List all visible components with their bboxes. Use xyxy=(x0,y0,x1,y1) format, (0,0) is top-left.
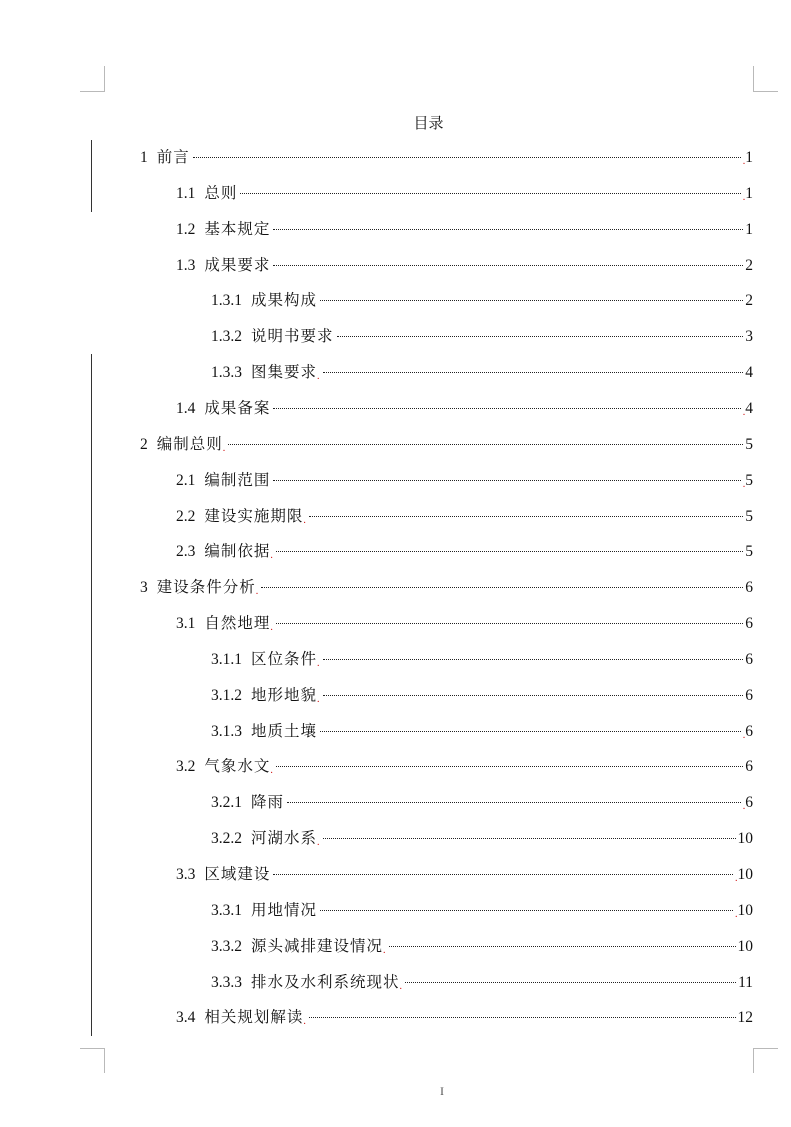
toc-entry-page: 10 xyxy=(737,866,753,883)
revision-mark: . xyxy=(222,442,226,454)
crop-mark-bottom-left-h xyxy=(80,1048,105,1049)
crop-mark-top-left-v xyxy=(104,66,105,91)
toc-entry-number: 1.1 xyxy=(176,184,196,202)
toc-entry[interactable] xyxy=(176,220,753,240)
toc-entry-label: 地质土壤 xyxy=(251,722,318,740)
toc-entry-number: 3.4 xyxy=(176,1009,196,1027)
toc-entry-number: 3.2.2 xyxy=(211,830,242,848)
revision-mark: . xyxy=(399,980,403,992)
toc-entry-number: 1.3.1 xyxy=(211,292,242,310)
toc-dot-leader xyxy=(323,838,736,839)
toc-entry-number: 3.3.1 xyxy=(211,901,242,919)
toc-dot-leader xyxy=(309,1017,736,1018)
toc-entry-number: 3 xyxy=(140,579,148,597)
toc-entry-page: 10 xyxy=(737,830,753,848)
toc-entry-page: 12 xyxy=(737,1009,753,1027)
toc-dot-leader xyxy=(389,946,736,947)
revision-mark: . xyxy=(735,908,738,920)
toc-entry-label: 成果要求 xyxy=(204,256,271,274)
crop-mark-top-right-v xyxy=(753,66,754,91)
toc-entry-label: 降雨 xyxy=(251,794,285,812)
toc-dot-leader xyxy=(240,193,740,194)
toc-entry[interactable] xyxy=(176,184,753,204)
toc-entry[interactable] xyxy=(211,327,753,347)
crop-mark-top-right-h xyxy=(753,91,778,92)
toc-entry-number: 3.1 xyxy=(176,615,196,633)
toc-dot-leader xyxy=(287,802,741,803)
toc-entry[interactable] xyxy=(211,722,753,742)
revision-mark: . xyxy=(742,156,746,167)
toc-entry[interactable] xyxy=(211,291,753,311)
toc-entry-page: 3 xyxy=(745,328,753,346)
toc-entry[interactable] xyxy=(176,542,753,562)
toc-title: 目录 xyxy=(413,114,444,132)
toc-entry-page: 5 xyxy=(745,435,753,453)
toc-entry[interactable] xyxy=(176,399,753,419)
toc-entry-number: 3.2.1 xyxy=(211,794,242,812)
toc-entry-number: 3.3.2 xyxy=(211,937,242,955)
toc-entry-page: 5 xyxy=(745,471,753,489)
toc-entry-page: 1 xyxy=(745,184,753,202)
toc-entry[interactable] xyxy=(176,614,753,634)
toc-dot-leader xyxy=(320,731,741,732)
toc-entry-number: 2 xyxy=(140,435,148,453)
toc-entry-page: 1 xyxy=(745,220,753,238)
toc-entry-page: 6 xyxy=(745,686,753,704)
toc-entry-number: 3.3.3 xyxy=(211,973,242,991)
revision-mark: . xyxy=(742,406,746,418)
toc-entry-label: 建设实施期限 xyxy=(204,507,304,525)
toc-entry-page: 6 xyxy=(745,722,753,740)
toc-entry-label: 前言 xyxy=(156,149,190,166)
toc-dot-leader xyxy=(320,300,743,301)
revision-mark: . xyxy=(735,873,738,884)
toc-entry-label: 编制依据 xyxy=(204,543,271,561)
toc-dot-leader xyxy=(273,265,743,266)
toc-entry[interactable] xyxy=(211,686,753,706)
toc-dot-leader xyxy=(273,480,740,481)
revision-mark: . xyxy=(303,1016,306,1028)
revision-mark: . xyxy=(742,191,746,203)
revision-mark: . xyxy=(255,586,259,598)
toc-entry[interactable] xyxy=(211,973,753,993)
toc-dot-leader xyxy=(337,336,744,337)
crop-mark-top-left-h xyxy=(80,91,105,92)
revision-mark: . xyxy=(317,657,320,669)
toc-dot-leader xyxy=(276,551,743,552)
toc-dot-leader xyxy=(273,408,740,409)
toc-entry-label: 排水及水利系统现状 xyxy=(251,973,400,991)
toc-dot-leader xyxy=(309,516,743,517)
toc-entry[interactable] xyxy=(176,256,753,276)
toc-dot-leader xyxy=(261,587,743,588)
toc-dot-leader xyxy=(405,982,736,983)
toc-entry-label: 图集要求 xyxy=(251,364,318,382)
toc-entry-number: 1.4 xyxy=(176,399,196,417)
revision-mark: . xyxy=(742,478,746,490)
toc-entry-label: 气象水文 xyxy=(204,758,271,776)
toc-entry-label: 区域建设 xyxy=(204,866,271,883)
revision-change-bar xyxy=(91,354,92,1036)
toc-entry-label: 成果构成 xyxy=(251,292,318,310)
toc-entry-page: 5 xyxy=(745,543,753,561)
toc-entry[interactable] xyxy=(140,578,753,598)
revision-mark: . xyxy=(317,837,320,849)
toc-entry-page: 2 xyxy=(745,256,753,274)
toc-dot-leader xyxy=(323,659,744,660)
revision-mark: . xyxy=(383,944,386,956)
toc-entry-page: 6 xyxy=(745,579,753,597)
toc-entry[interactable] xyxy=(211,650,753,670)
toc-dot-leader xyxy=(193,157,741,158)
toc-entry-number: 2.1 xyxy=(176,471,196,489)
revision-mark: . xyxy=(742,729,746,741)
toc-dot-leader xyxy=(276,766,743,767)
toc-entry-page: 2 xyxy=(745,292,753,310)
crop-mark-bottom-right-v xyxy=(753,1048,754,1073)
toc-entry-number: 3.1.3 xyxy=(211,722,242,740)
toc-entry-page: 11 xyxy=(738,973,753,991)
revision-mark: . xyxy=(317,693,320,705)
toc-entry-number: 1.3 xyxy=(176,256,196,274)
toc-entry-number: 3.1.1 xyxy=(211,650,242,668)
revision-mark: . xyxy=(317,371,320,383)
toc-entry[interactable] xyxy=(140,148,753,168)
toc-entry-label: 总则 xyxy=(204,184,238,202)
toc-entry-label: 基本规定 xyxy=(204,220,271,238)
toc-entry[interactable] xyxy=(211,829,753,849)
toc-entry-page: 6 xyxy=(745,794,753,812)
toc-dot-leader xyxy=(276,623,743,624)
toc-entry[interactable] xyxy=(176,757,753,777)
toc-entry-number: 3.3 xyxy=(176,866,196,883)
toc-entry-page: 1 xyxy=(745,149,753,166)
toc-entry-label: 建设条件分析 xyxy=(156,579,256,597)
toc-entry-label: 相关规划解读 xyxy=(204,1009,304,1027)
crop-mark-bottom-left-v xyxy=(104,1048,105,1073)
toc-entry[interactable] xyxy=(211,363,753,383)
toc-entry-label: 河湖水系 xyxy=(251,830,318,848)
toc-entry-number: 1.3.2 xyxy=(211,328,242,346)
toc-entry-number: 2.2 xyxy=(176,507,196,525)
toc-entry-label: 自然地理 xyxy=(204,615,271,633)
toc-entry-page: 10 xyxy=(737,937,753,955)
toc-entry[interactable] xyxy=(211,793,753,813)
toc-dot-leader xyxy=(323,695,744,696)
toc-entry[interactable] xyxy=(140,435,753,455)
toc-entry-page: 6 xyxy=(745,615,753,633)
toc-entry-number: 1.3.3 xyxy=(211,364,242,382)
toc-entry-number: 3.2 xyxy=(176,758,196,776)
toc-entry-label: 区位条件 xyxy=(251,650,318,668)
toc-entry-page: 5 xyxy=(745,507,753,525)
toc-entry-label: 编制总则 xyxy=(156,435,223,453)
revision-mark: . xyxy=(270,765,273,777)
toc-dot-leader xyxy=(323,372,744,373)
toc-entry-number: 1.2 xyxy=(176,220,196,238)
toc-dot-leader xyxy=(273,874,733,875)
toc-entry[interactable] xyxy=(211,901,753,921)
toc-dot-leader xyxy=(320,910,733,911)
toc-entry-label: 成果备案 xyxy=(204,399,271,417)
toc-entry-number: 1 xyxy=(140,149,148,166)
revision-change-bar xyxy=(91,140,92,212)
toc-dot-leader xyxy=(228,444,743,445)
toc-entry-number: 3.1.2 xyxy=(211,686,242,704)
toc-entry[interactable] xyxy=(176,865,753,885)
revision-mark: . xyxy=(303,514,306,526)
toc-entry-page: 4 xyxy=(745,399,753,417)
toc-entry-page: 10 xyxy=(737,901,753,919)
toc-entry-page: 6 xyxy=(745,758,753,776)
toc-entry[interactable] xyxy=(176,1008,753,1028)
page-number-footer: I xyxy=(440,1084,444,1098)
toc-dot-leader xyxy=(273,229,743,230)
crop-mark-bottom-right-h xyxy=(753,1048,778,1049)
toc-entry-number: 2.3 xyxy=(176,543,196,561)
revision-mark: . xyxy=(270,622,273,634)
toc-entry-page: 4 xyxy=(745,364,753,382)
toc-entry[interactable] xyxy=(176,471,753,491)
toc-entry[interactable] xyxy=(176,507,753,527)
toc-entry-label: 用地情况 xyxy=(251,901,318,919)
toc-entry-page: 6 xyxy=(745,650,753,668)
toc-entry[interactable] xyxy=(211,937,753,957)
revision-mark: . xyxy=(270,550,273,562)
toc-entry-label: 源头减排建设情况 xyxy=(251,937,384,955)
toc-entry-label: 编制范围 xyxy=(204,471,271,489)
toc-entry-label: 地形地貌 xyxy=(251,686,318,704)
revision-mark: . xyxy=(742,801,746,813)
toc-entry-label: 说明书要求 xyxy=(251,328,334,346)
